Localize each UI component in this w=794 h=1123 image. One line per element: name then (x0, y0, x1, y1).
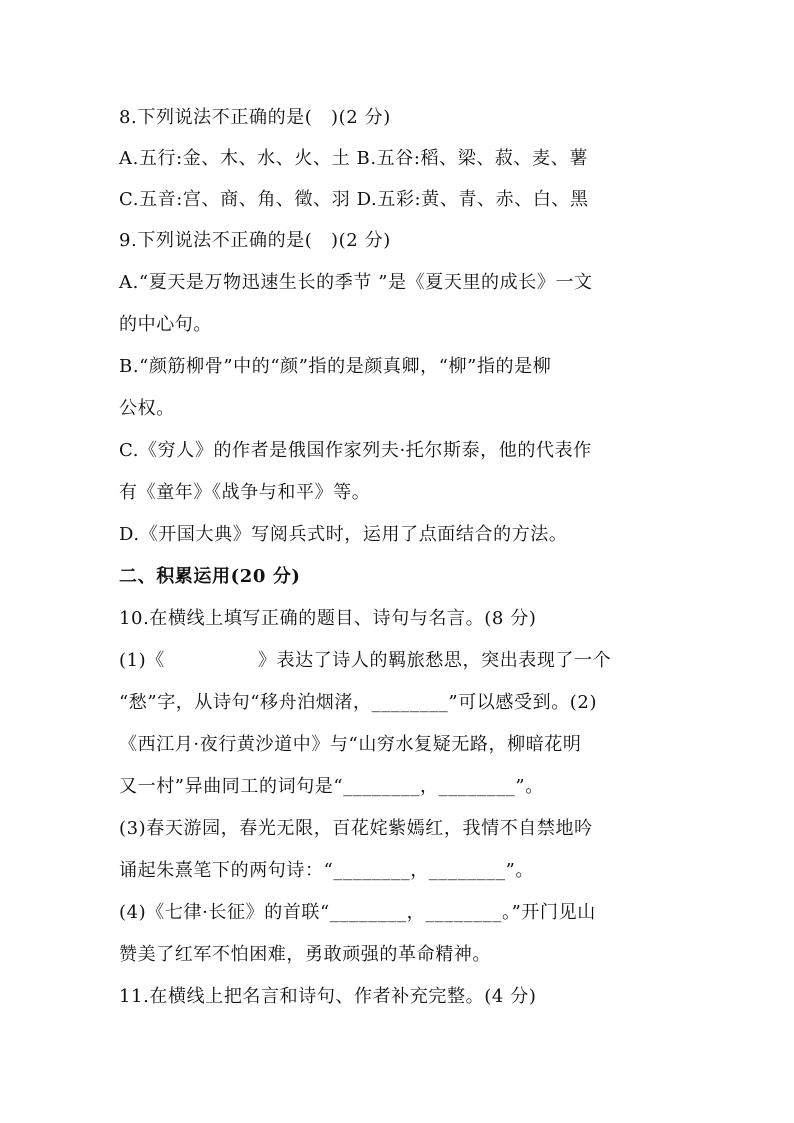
question-8-options-ab: A.五行:金、木、水、火、土 B.五谷:稻、梁、菽、麦、薯 (119, 148, 588, 169)
question-9-option-a: A.“夏天是万物迅速生长的季节 ”是《夏天里的成长》一文 (119, 272, 593, 293)
question-10-part-1-cont: “愁”字，从诗句“移舟泊烟渚，________”可以感受到。(2) (119, 692, 598, 713)
question-8-options-cd: C.五音:宫、商、角、徵、羽 D.五彩:黄、青、赤、白、黑 (119, 189, 589, 210)
question-10-part-1: (1)《 》表达了诗人的羁旅愁思，突出表现了一个 (119, 650, 612, 671)
question-8-stem: 8.下列说法不正确的是( )(2 分) (119, 107, 391, 128)
question-9-option-b: B.“颜筋柳骨”中的“颜”指的是颜真卿，“柳”指的是柳 (119, 356, 552, 377)
question-10-part-4-cont: 赞美了红军不怕困难，勇敢顽强的革命精神。 (119, 944, 491, 965)
question-9-option-b-cont: 公权。 (119, 398, 175, 419)
question-10-part-3: (3)春天游园，春光无限，百花姹紫嫣红，我情不自禁地吟 (119, 818, 593, 839)
question-9-option-c-cont: 有《童年》《战争与和平》等。 (119, 482, 371, 503)
question-10-part-3-cont: 诵起朱熹笔下的两句诗：“________，________”。 (119, 860, 535, 881)
question-9-option-c: C.《穷人》的作者是俄国作家列夫·托尔斯泰，他的代表作 (119, 440, 592, 461)
question-10-part-2: 《西江月·夜行黄沙道中》与“山穷水复疑无路，柳暗花明 (119, 734, 582, 755)
question-10-part-2-cont: 又一村”异曲同工的词句是“________，________”。 (119, 776, 544, 797)
question-9-option-a-cont: 的中心句。 (119, 314, 212, 335)
question-9-option-d: D.《开国大典》写阅兵式时，运用了点面结合的方法。 (119, 524, 568, 545)
question-10-part-4: (4)《七律·长征》的首联“________，________。”开门见山 (119, 902, 596, 923)
section-title: 二、积累运用(20 分) (119, 566, 301, 587)
question-9-stem: 9.下列说法不正确的是( )(2 分) (119, 230, 391, 251)
question-10-stem: 10.在横线上填写正确的题目、诗句与名言。(8 分) (119, 608, 537, 629)
question-11-stem: 11.在横线上把名言和诗句、作者补充完整。(4 分) (119, 986, 537, 1007)
